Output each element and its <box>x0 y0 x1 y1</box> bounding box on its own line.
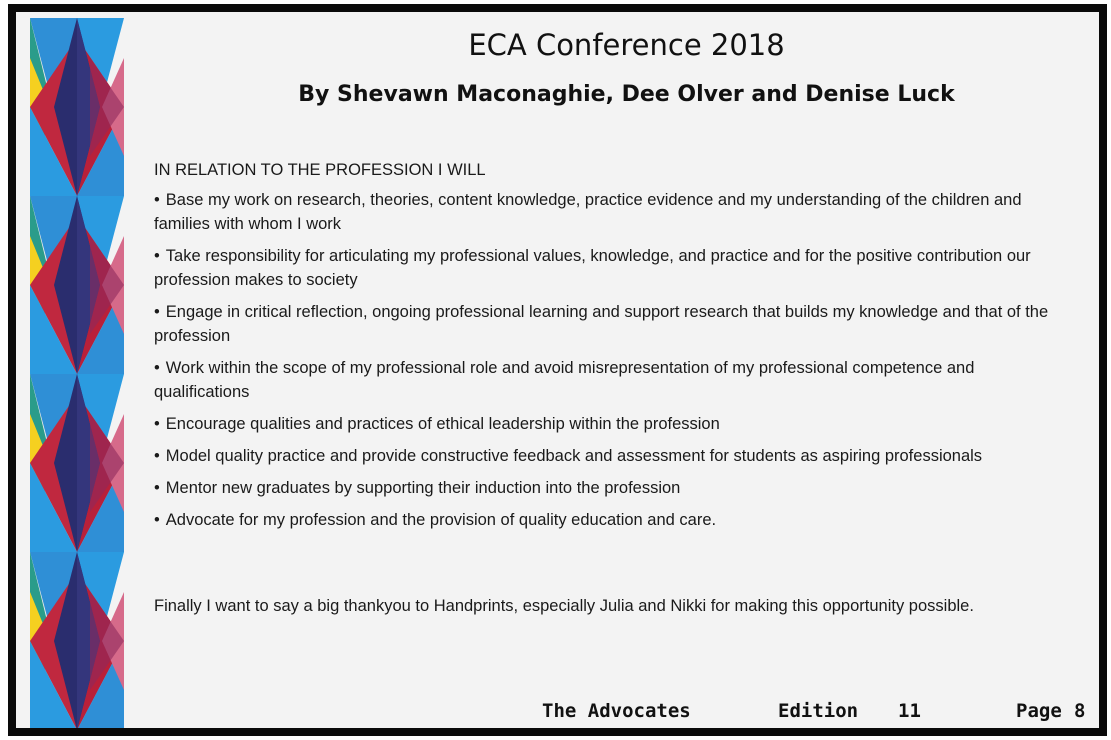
footer-page-label: Page <box>1016 700 1062 722</box>
footer-publication: The Advocates <box>542 700 691 722</box>
page-title: ECA Conference 2018 <box>468 28 785 62</box>
list-item-text: Base my work on research, theories, content knowledge, practice evidence and my understanding of the children and families with whom I work <box>154 191 1022 233</box>
list-item-text: Mentor new graduates by supporting their induction into the profession <box>165 479 681 497</box>
footer-edition-number: 11 <box>898 700 921 722</box>
bullet-symbol: • <box>154 479 160 497</box>
bullet-symbol: • <box>154 191 160 209</box>
list-item-text: Take responsibility for articulating my professional values, knowledge, and practice and for the positive contribution our profession makes to society <box>154 247 1031 289</box>
footer-edition-label: Edition <box>778 700 859 722</box>
page-frame <box>8 4 1107 736</box>
decorative-diamond-border <box>30 18 124 728</box>
commitment-list <box>154 188 1074 532</box>
list-item <box>154 300 1074 348</box>
article-body <box>154 158 1074 540</box>
bullet-symbol: • <box>154 247 160 265</box>
author-byline: By Shevawn Maconaghie, Dee Olver and Denise Luck <box>298 82 955 107</box>
bullet-symbol: • <box>154 447 160 465</box>
list-item <box>154 508 1074 532</box>
list-item <box>154 412 1074 436</box>
list-item <box>154 244 1074 292</box>
footer-page-number: 8 <box>1074 700 1086 722</box>
section-heading: IN RELATION TO THE PROFESSION I WILL <box>154 161 486 179</box>
page-footer <box>542 700 1092 726</box>
list-item <box>154 476 1074 500</box>
list-item-text: Engage in critical reflection, ongoing professional learning and support research that builds my knowledge and that of the profession <box>154 303 1049 345</box>
closing-paragraph: Finally I want to say a big thankyou to Handprints, especially Julia and Nikki for making this opportunity possible. <box>154 596 974 615</box>
list-item-text: Advocate for my profession and the provision of quality education and care. <box>165 511 717 529</box>
list-item <box>154 444 1074 468</box>
bullet-symbol: • <box>154 511 160 529</box>
list-item-text: Encourage qualities and practices of ethical leadership within the profession <box>165 415 720 433</box>
bullet-symbol: • <box>154 303 160 321</box>
bullet-symbol: • <box>154 359 160 377</box>
list-item <box>154 356 1074 404</box>
list-item-text: Model quality practice and provide constructive feedback and assessment for students as aspiring professionals <box>165 447 983 465</box>
diamond-pattern-graphic <box>30 18 124 728</box>
bullet-symbol: • <box>154 415 160 433</box>
list-item-text: Work within the scope of my professional role and avoid misrepresentation of my professional competence and qualifications <box>154 359 975 401</box>
list-item <box>154 188 1074 236</box>
